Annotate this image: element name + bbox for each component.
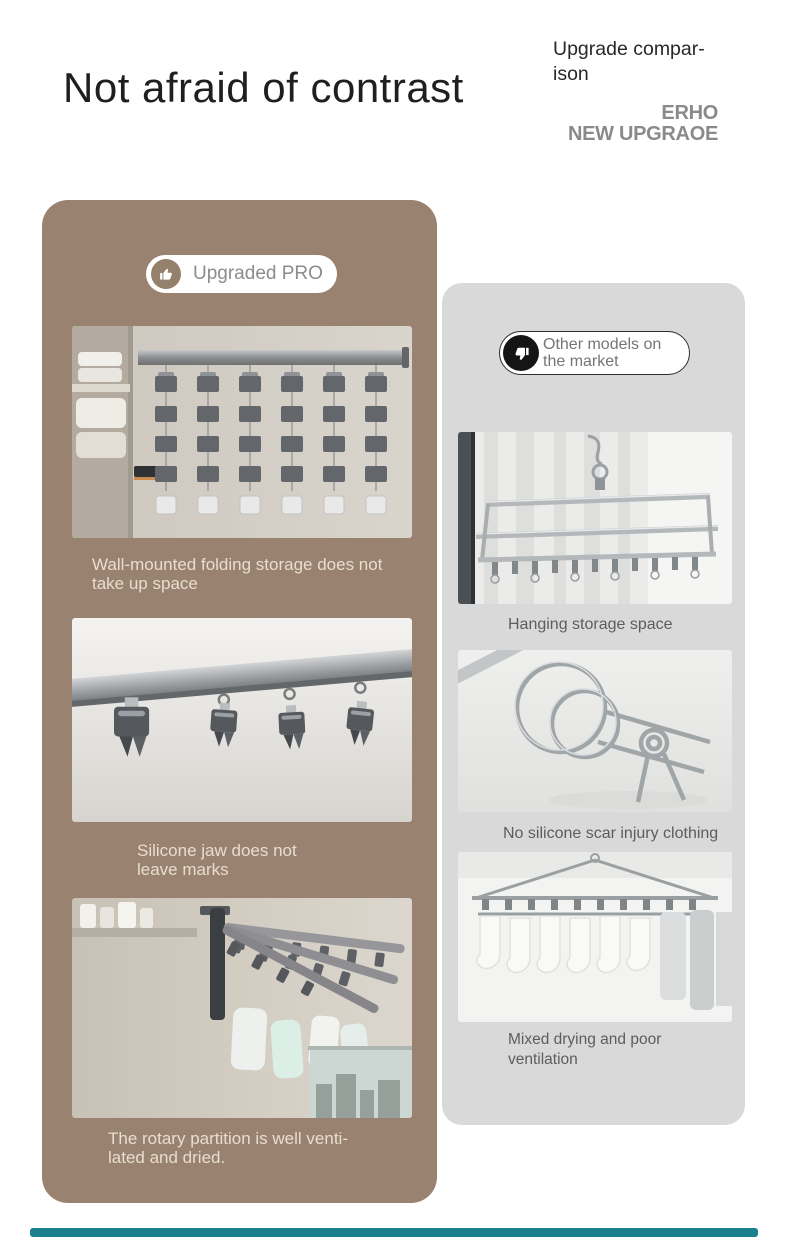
caption-wall-mounted: Wall-mounted folding storage does not take up space: [92, 555, 383, 593]
market-panel: [442, 283, 745, 1125]
subtitle: [553, 37, 705, 87]
photo-hanging-rack: [458, 432, 732, 604]
caption-mixed-drying: Mixed drying and poor ventilation: [508, 1031, 662, 1068]
photo-silicone-clips: [72, 618, 412, 822]
badge-label: Other models on the market: [543, 335, 662, 370]
upgraded-pro-badge: [146, 255, 337, 293]
photo-sock-hanger: [458, 852, 732, 1022]
caption-hanging-storage: Hanging storage space: [508, 616, 673, 633]
subtitle-line1: Upgrade compar-: [553, 38, 705, 60]
thumbs-up-icon: [151, 259, 181, 289]
thumbs-down-icon: [503, 335, 539, 371]
photo-rotary-partition: [72, 898, 412, 1118]
footer-accent-bar: [30, 1228, 758, 1237]
page-title: Not afraid of contrast: [63, 64, 464, 111]
brand-line2: NEW UPGRAOE: [567, 123, 718, 145]
subtitle-line2: ison: [553, 63, 589, 85]
brand-line1: ERHO: [661, 102, 718, 124]
other-models-badge: [499, 331, 690, 375]
caption-no-silicone: No silicone scar injury clothing: [503, 825, 719, 842]
photo-wall-mounted-rack: [72, 326, 412, 538]
photo-wire-clip: [458, 650, 732, 812]
caption-rotary-partition: The rotary partition is well venti- lated and dried.: [108, 1129, 348, 1167]
caption-silicone-jaw: Silicone jaw does not leave marks: [137, 841, 297, 879]
brand-mark: [568, 103, 718, 145]
badge-label: Upgraded PRO: [193, 263, 323, 284]
upgraded-panel: [42, 200, 437, 1203]
